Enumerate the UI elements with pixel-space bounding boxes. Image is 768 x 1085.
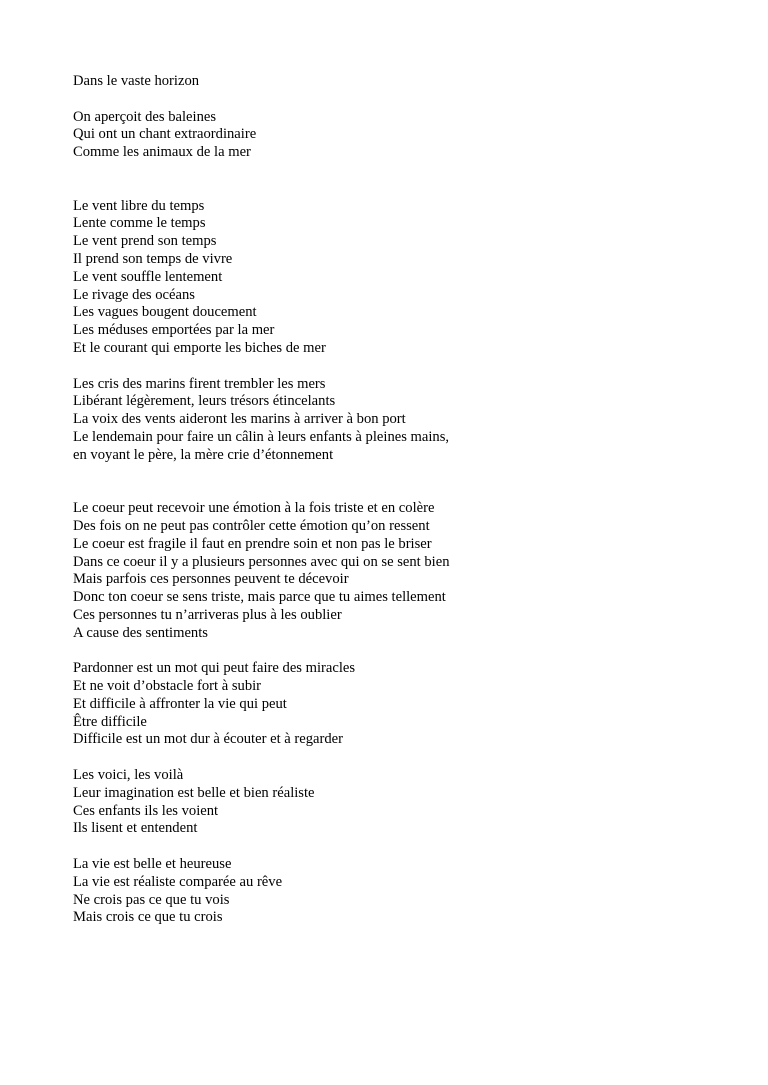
poem-line: Le lendemain pour faire un câlin à leurs enfants à pleines mains, [73, 428, 450, 445]
poem-line: Ces enfants ils les voient [73, 802, 219, 819]
stanza [73, 376, 733, 465]
poem-line: La vie est réaliste comparée au rêve [73, 873, 283, 890]
poem-line: Mais crois ce que tu crois [73, 909, 223, 926]
poem-line: Qui ont un chant extraordinaire [73, 126, 257, 143]
poem-line: Le coeur est fragile il faut en prendre soin et non pas le briser [73, 535, 432, 552]
poem-line: Libérant légèrement, leurs trésors étincelants [73, 393, 336, 410]
poem-line: Pardonner est un mot qui peut faire des miracles [73, 660, 356, 677]
poem-line: Des fois on ne peut pas contrôler cette émotion qu’on ressent [73, 517, 430, 534]
poem-line: A cause des sentiments [73, 624, 208, 641]
poem-line: Et ne voit d’obstacle fort à subir [73, 678, 262, 695]
poem-text [73, 73, 733, 927]
poem-line: Ces personnes tu n’arriveras plus à les oublier [73, 606, 342, 623]
poem-line: Le vent libre du temps [73, 197, 205, 214]
stanza [73, 500, 733, 642]
stanza [73, 767, 733, 838]
poem-line: Il prend son temps de vivre [73, 250, 233, 267]
stanza [73, 660, 733, 749]
poem-line: Et difficile à affronter la vie qui peut [73, 695, 287, 712]
poem-line: Leur imagination est belle et bien réaliste [73, 784, 315, 801]
poem-line: Difficile est un mot dur à écouter et à regarder [73, 731, 343, 748]
poem-line: Ne crois pas ce que tu vois [73, 891, 230, 908]
poem-line: Le vent souffle lentement [73, 268, 223, 285]
poem-line: On aperçoit des baleines [73, 108, 217, 125]
stanza [73, 198, 733, 358]
poem-line: Dans ce coeur il y a plusieurs personnes avec qui on se sent bien [73, 553, 450, 570]
poem-line: Être difficile [73, 713, 147, 730]
poem-line: Ils lisent et entendent [73, 820, 198, 837]
poem-line: Le vent prend son temps [73, 233, 217, 250]
poem-line: Le rivage des océans [73, 286, 195, 303]
stanza [73, 856, 733, 927]
poem-line: Dans le vaste horizon [73, 73, 200, 89]
stanza [73, 109, 733, 162]
poem-line: La vie est belle et heureuse [73, 856, 232, 873]
stanza [73, 73, 733, 91]
poem-line: Le coeur peut recevoir une émotion à la fois triste et en colère [73, 500, 435, 517]
poem-line: en voyant le père, la mère crie d’étonnement [73, 446, 334, 463]
poem-line: Mais parfois ces personnes peuvent te décevoir [73, 571, 349, 588]
poem-line: Lente comme le temps [73, 215, 206, 232]
poem-line: Comme les animaux de la mer [73, 144, 251, 161]
poem-line: La voix des vents aideront les marins à arriver à bon port [73, 411, 406, 428]
poem-line: Les vagues bougent doucement [73, 304, 257, 321]
poem-line: Les méduses emportées par la mer [73, 322, 275, 339]
poem-line: Donc ton coeur se sens triste, mais parce que tu aimes tellement [73, 589, 446, 606]
poem-line: Les cris des marins firent trembler les mers [73, 375, 326, 392]
poem-line: Et le courant qui emporte les biches de mer [73, 339, 326, 356]
poem-line: Les voici, les voilà [73, 767, 184, 784]
